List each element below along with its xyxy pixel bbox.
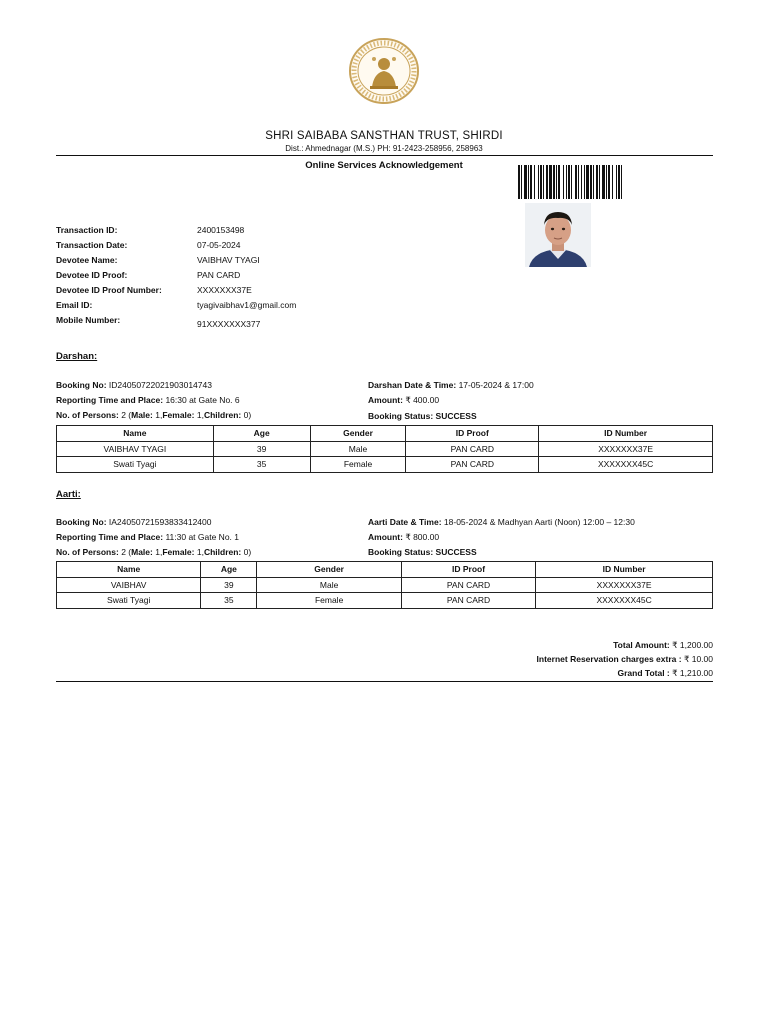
label: Booking No:	[56, 380, 107, 390]
email-value: tyagivaibhav1@gmail.com	[197, 300, 297, 310]
table-cell: Male	[257, 577, 402, 593]
aarti-table	[56, 561, 713, 609]
info-label: Devotee Name:	[56, 255, 118, 265]
label: Reporting Time and Place:	[56, 395, 164, 405]
column-header: Gender	[310, 426, 406, 442]
devotee-photo	[525, 203, 591, 267]
mobile-value: 91XXXXXXX377	[197, 319, 261, 329]
info-label: Devotee ID Proof:	[56, 270, 128, 280]
table-cell: PAN CARD	[401, 593, 535, 609]
org-title: SHRI SAIBABA SANSTHAN TRUST, SHIRDI	[265, 130, 503, 142]
footer-divider	[56, 681, 713, 682]
aarti-status	[368, 547, 477, 557]
value: 0	[243, 410, 249, 420]
column-header: Name	[57, 426, 214, 442]
status-badge: SUCCESS	[435, 411, 477, 421]
table-cell: Female	[257, 593, 402, 609]
column-header: Age	[213, 426, 310, 442]
table-cell: XXXXXXX45C	[536, 593, 713, 609]
value: ₹ 1,200.00	[672, 640, 713, 650]
value: 18-05-2024 & Madhyan Aarti (Noon) 12:00 – 12:30	[443, 517, 635, 527]
org-subtitle: Dist.: Ahmednagar (M.S.) PH: 91-2423-258956, 258963	[285, 144, 483, 153]
column-header: Gender	[257, 562, 402, 578]
column-header: ID Number	[539, 426, 713, 442]
aarti-amount	[368, 532, 439, 543]
status-badge: SUCCESS	[435, 547, 477, 557]
label: Darshan Date & Time:	[368, 380, 457, 390]
label: No. of Persons:	[56, 410, 119, 420]
table-row	[57, 457, 713, 473]
darshan-status	[368, 411, 477, 421]
value: 1	[155, 547, 160, 557]
table-cell: XXXXXXX45C	[539, 457, 713, 473]
value: ₹ 400.00	[405, 395, 440, 405]
reservation-charges	[537, 654, 713, 665]
aarti-section-title: Aarti:	[56, 489, 81, 500]
table-cell: Male	[310, 441, 406, 457]
darshan-persons: No. of Persons: 2 (Male: 1,Female: 1,Children: 0)	[56, 410, 252, 420]
label: Male:	[131, 547, 153, 557]
transaction-date: 07-05-2024	[197, 240, 241, 250]
label: Booking No:	[56, 517, 107, 527]
sai-baba-seal-icon	[348, 37, 420, 105]
label: No. of Persons:	[56, 547, 119, 557]
transaction-id: 2400153498	[197, 225, 245, 235]
darshan-booking-no	[56, 380, 212, 390]
info-label: Mobile Number:	[56, 315, 121, 325]
info-label: Email ID:	[56, 300, 93, 310]
devotee-id-number: XXXXXXX37E	[197, 285, 252, 295]
table-cell: 35	[201, 593, 257, 609]
table-row	[57, 577, 713, 593]
table-cell: 35	[213, 457, 310, 473]
table-cell: XXXXXXX37E	[536, 577, 713, 593]
value: 2	[121, 410, 126, 420]
label: Female:	[162, 410, 195, 420]
darshan-table	[56, 425, 713, 473]
darshan-amount	[368, 395, 439, 406]
info-label: Transaction ID:	[56, 225, 118, 235]
label: Amount:	[368, 532, 403, 542]
value: IA24050721593833412400	[108, 517, 212, 527]
label: Booking Status:	[368, 547, 434, 557]
devotee-id-proof: PAN CARD	[197, 270, 241, 280]
darshan-datetime	[368, 380, 534, 390]
info-label: Devotee ID Proof Number:	[56, 285, 162, 295]
header-divider	[56, 155, 713, 156]
value: 1	[196, 547, 202, 557]
value: 2	[121, 547, 126, 557]
value: 1	[196, 410, 202, 420]
acknowledgement-title: Online Services Acknowledgement	[305, 160, 463, 171]
column-header: Name	[57, 562, 201, 578]
table-cell: Swati Tyagi	[57, 593, 201, 609]
label: Children:	[203, 410, 242, 420]
label: Reporting Time and Place:	[56, 532, 164, 542]
label: Children:	[203, 547, 242, 557]
total-amount	[613, 640, 713, 651]
table-header-row	[57, 426, 713, 442]
value: 0	[243, 547, 249, 557]
label: Aarti Date & Time:	[368, 517, 442, 527]
table-row	[57, 441, 713, 457]
devotee-name: VAIBHAV TYAGI	[197, 255, 260, 265]
table-cell: Female	[310, 457, 406, 473]
darshan-section-title: Darshan:	[56, 351, 98, 362]
label: Total Amount:	[613, 640, 670, 650]
column-header: ID Proof	[401, 562, 535, 578]
value: ₹ 800.00	[405, 532, 440, 542]
value: 11:30 at Gate No. 1	[165, 532, 239, 542]
label: Internet Reservation charges extra :	[536, 654, 682, 664]
column-header: ID Number	[536, 562, 713, 578]
info-label: Transaction Date:	[56, 240, 128, 250]
table-cell: VAIBHAV	[57, 577, 201, 593]
table-header-row	[57, 562, 713, 578]
value: ID24050722021903014743	[108, 380, 212, 390]
aarti-datetime	[368, 517, 635, 527]
darshan-reporting	[56, 395, 240, 405]
column-header: Age	[201, 562, 257, 578]
value: 16:30 at Gate No. 6	[165, 395, 240, 405]
table-cell: PAN CARD	[401, 577, 535, 593]
label: Booking Status:	[368, 411, 434, 421]
aarti-persons: No. of Persons: 2 (Male: 1,Female: 1,Children: 0)	[56, 547, 252, 557]
value: 1	[155, 410, 160, 420]
label: Male:	[131, 410, 153, 420]
trust-logo	[348, 37, 420, 105]
aarti-reporting	[56, 532, 239, 542]
label: Female:	[162, 547, 195, 557]
table-cell: 39	[201, 577, 257, 593]
aarti-booking-no	[56, 517, 211, 527]
label: Amount:	[368, 395, 403, 405]
barcode-icon	[518, 165, 624, 199]
table-cell: XXXXXXX37E	[539, 441, 713, 457]
value: 17-05-2024 & 17:00	[458, 380, 534, 390]
table-cell: 39	[213, 441, 310, 457]
value: ₹ 10.00	[683, 654, 713, 664]
column-header: ID Proof	[406, 426, 539, 442]
table-cell: Swati Tyagi	[57, 457, 214, 473]
label: Grand Total :	[617, 668, 670, 678]
table-row	[57, 593, 713, 609]
person-photo-icon	[525, 203, 591, 267]
table-cell: PAN CARD	[406, 441, 539, 457]
value: ₹ 1,210.00	[672, 668, 713, 678]
table-cell: PAN CARD	[406, 457, 539, 473]
table-cell: VAIBHAV TYAGI	[57, 441, 214, 457]
grand-total	[618, 668, 714, 679]
